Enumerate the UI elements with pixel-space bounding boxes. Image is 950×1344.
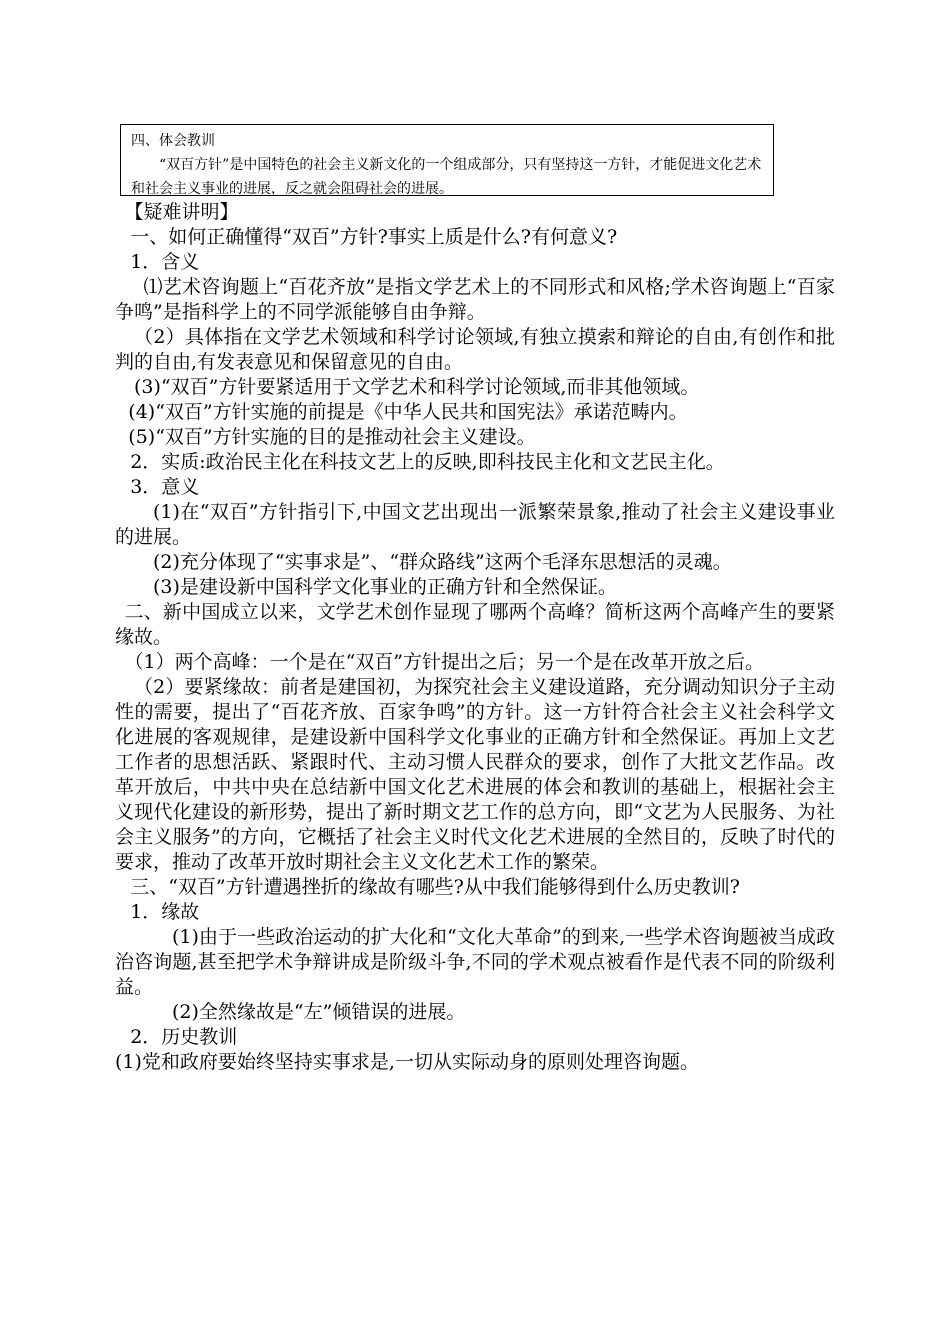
paragraph: (2)全然缘故是“左”倾错误的进展。 xyxy=(172,1001,466,1023)
paragraph: (3)是建设新中国科学文化事业的正确方针和全然保证。 xyxy=(153,576,617,598)
question-heading: 三、“双百”方针遭遇挫折的缘故有哪些?从中我们能够得到什么历史教训? xyxy=(130,876,740,898)
paragraph: (1)由于一些政治运动的扩大化和“文化大革命”的到来,一些学术咨询题被当成政治咨询题,甚至把学术争辩讲成是阶级斗争,不同的学术观点被看作是代表不同的阶级利益。 xyxy=(115,926,835,998)
paragraph: 2．实质:政治民主化在科技文艺上的反映,即科技民主化和文艺民主化。 xyxy=(130,451,725,473)
question-heading: 二、新中国成立以来，文学艺术创作显现了哪两个高峰？简析这两个高峰产生的要紧缘故。 xyxy=(115,601,835,648)
subheading: 1．含义 xyxy=(130,251,200,273)
paragraph: (5)“双百”方针实施的目的是推动社会主义建设。 xyxy=(128,426,536,448)
document-body xyxy=(115,200,835,1075)
paragraph: (2)充分体现了“实事求是”、“群众路线”这两个毛泽东思想活的灵魂。 xyxy=(153,551,732,573)
paragraph: (1)党和政府要始终坚持实事求是,一切从实际动身的原则处理咨询题。 xyxy=(115,1051,699,1073)
paragraph: (3)“双百”方针要紧适用于文学艺术和科学讨论领域,而非其他领域。 xyxy=(134,376,700,398)
lesson-box xyxy=(120,124,774,196)
question-heading: 一、如何正确懂得“双百”方针?事实上质是什么?有何意义? xyxy=(130,226,618,248)
paragraph: （2）要紧缘故：前者是建国初，为探究社会主义建设道路，充分调动知识分子主动性的需要，提出了“百花齐放、百家争鸣”的方针。这一方针符合社会主义社会科学文化进展的客观规律，是建设新中国科学文化事业的正确方针和全然保证。再加上文艺工作者的思想活跃、紧跟时代、主动习惯人民群众的要求，创作了大批文艺作品。改革开放后，中共中央在总结新中国文化艺术进展的体会和教训的基础上，根据社会主义现代化建设的新形势，提出了新时期文艺工作的总方向，即“文艺为人民服务、为社会主义服务”的方向，它概括了社会主义时代文化艺术进展的全然目的，反映了时代的要求，推动了改革开放时期社会主义文化艺术工作的繁荣。 xyxy=(115,676,835,873)
paragraph: (4)“双百”方针实施的前提是《中华人民共和国宪法》承诺范畴内。 xyxy=(128,401,688,423)
subheading: 2．历史教训 xyxy=(130,1026,238,1048)
lesson-text: “双百方针”是中国特色的社会主义新文化的一个组成部分，只有坚持这一方针，才能促进文化艺术和社会主义事业的进展，反之就会阻碍社会的进展。 xyxy=(131,157,762,197)
section-title: 【疑难讲明】 xyxy=(124,201,239,223)
subheading: 3．意义 xyxy=(130,476,200,498)
subheading: 1．缘故 xyxy=(130,901,200,923)
paragraph: （2）具体指在文学艺术领域和科学讨论领域,有独立摸索和辩论的自由,有创作和批判的自由,有发表意见和保留意见的自由。 xyxy=(115,326,835,373)
paragraph: ⑴艺术咨询题上“百花齐放”是指文学艺术上的不同形式和风格;学术咨询题上“百家争鸣”是指科学上的不同学派能够自由争辩。 xyxy=(115,276,835,323)
lesson-heading: 四、体会教训 xyxy=(131,133,215,149)
paragraph: （1）两个高峰：一个是在“双百”方针提出之后；另一个是在改革开放之后。 xyxy=(124,651,765,673)
paragraph: (1)在“双百”方针指引下,中国文艺出现出一派繁荣景象,推动了社会主义建设事业的进展。 xyxy=(115,501,835,548)
